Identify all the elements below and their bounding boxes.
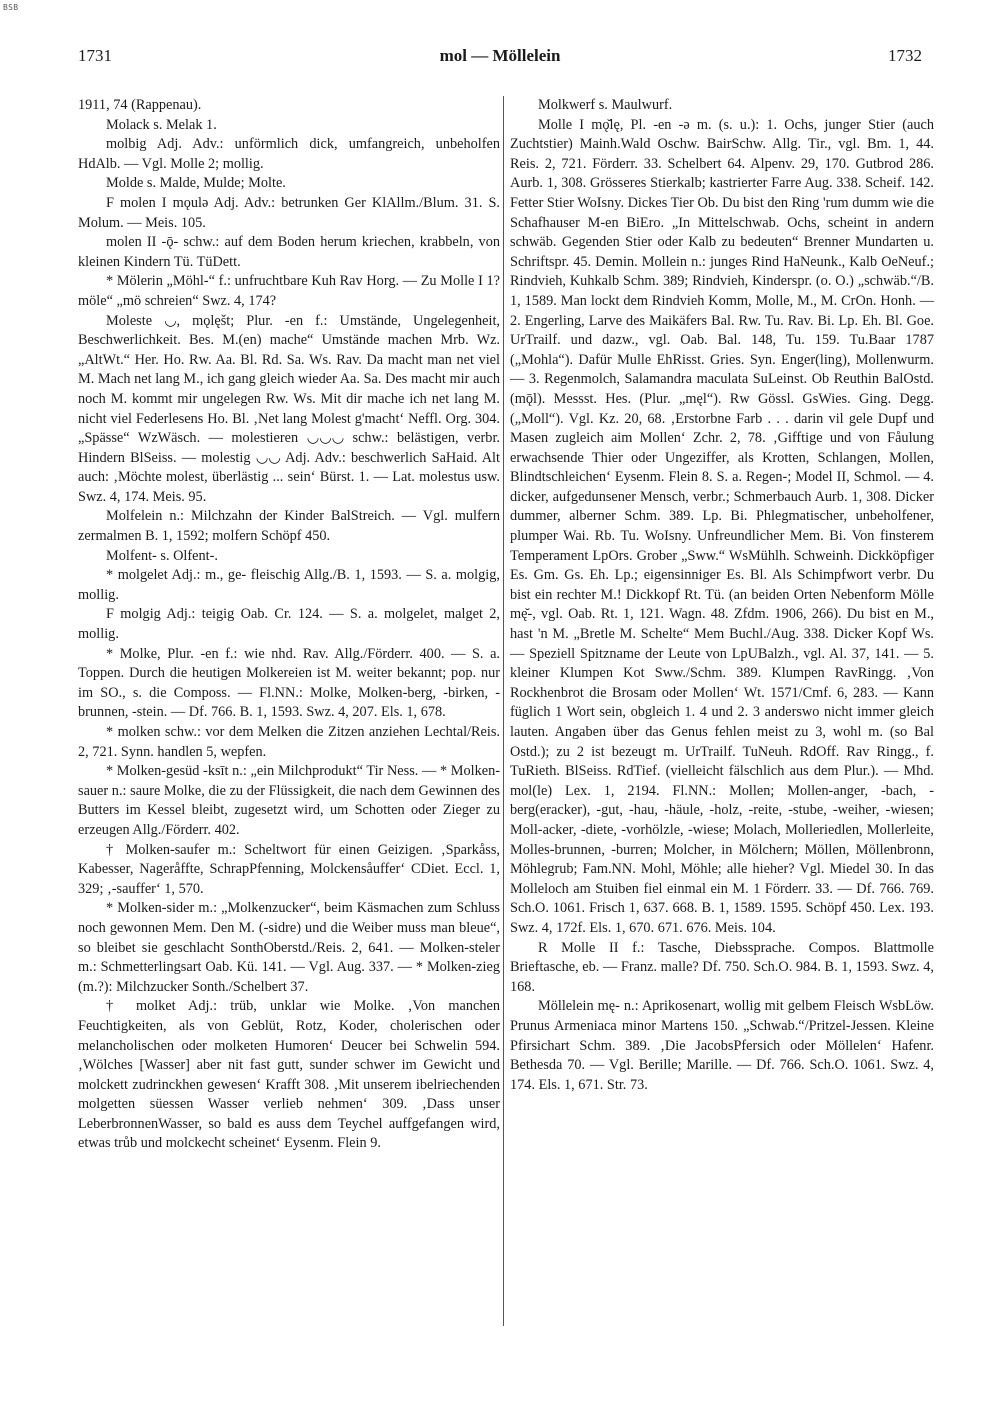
- column-divider: [503, 96, 504, 1326]
- entry: * molgelet Adj.: m., ge- fleischig Allg./B. 1, 1593. — S. a. molgig, mollig.: [78, 567, 500, 603]
- entry: Molkwerf s. Maulwurf.: [538, 97, 673, 113]
- running-head: mol — Möllelein: [439, 46, 561, 65]
- entry: † molket Adj.: trüb, unklar wie Molke. ‚Von manchen Feuchtigkeiten, als von Geblüt, Rotz, Koder, cholerischen oder melancholischen oder molketen Humoren‘ Deucer bei Schwelin 594. ‚Wölches [Wasser] aber nit fast gutt, sunder schwer im Gewicht und molckett zudrinckhen gewesen‘ Krafft 308. ‚Mit unserem ibelriechenden molgetten süessen Wasser verlieb nehmen‘ 309. ‚Dass unser LeberbronnenWasser, so bald es auss dem Teychel auffgefangen wird, etwas trůb und molckecht scheinet‘ Eysenm. Flein 9.: [78, 998, 500, 1152]
- entry: * Mölerin „Möhl-“ f.: unfruchtbare Kuh Rav Horg. — Zu Molle I 1? möle“ „mö schreien“ Swz. 4, 174?: [78, 273, 500, 309]
- entry: † Molken-saufer m.: Scheltwort für einen Geizigen. ‚Sparkåss, Kabesser, Nageråffte, SchrapPfenning, Molckensåuffer‘ CDiet. Eccl. 1, 329; ‚-sauffer‘ 1, 570.: [78, 841, 500, 897]
- entry: Molfelein n.: Milchzahn der Kinder BalStreich. — Vgl. mulfern zermalmen B. 1, 1592; molfern Schöpf 450.: [78, 508, 500, 545]
- entry: R Molle II f.: Tasche, Diebssprache. Compos. Blattmolle Brieftasche, eb. — Franz. malle? Df. 750. Sch.O. 984. B. 1, 1593. Swz. 4, 168.: [510, 939, 934, 995]
- right-column: [510, 96, 934, 1095]
- entry: Möllelein mę- n.: Aprikosenart, wollig mit gelbem Fleisch WsbLöw. Prunus Armeniaca minor Martens 150. „Schwab.“/Pritzel-Jessen. Kleine Pfirsichart Schm. 389. ‚Die JacobsPfersich oder Möllelen‘ Hafenr. Bethesda 70. — Vgl. Berille; Marille. — Df. 766. Sch.O. 1061. Swz. 4, 174. Els. 1, 671. Str. 73.: [510, 998, 934, 1093]
- entry: F molen I mǫulə Adj. Adv.: betrunken Ger KlAllm./Blum. 31. S. Molum. — Meis. 105.: [78, 194, 500, 231]
- entry: Moleste ◡, mǫlęšt; Plur. -en f.: Umstände, Ungelegenheit, Beschwerlichkeit. Bes. M.(en) mache“ Umstände machen Mrb. Wz. „AltWt.“ Her. Ho. Rw. Aa. Bl. Rd. Sa. Ws. Rav. Da macht man net viel M. Mach net lang M., ich gang gleich wieder Aa. Sa. Des macht mir auch noch M. kommt mir ungelegen Rw. Ws. Mit dir mache ich net lang M. nicht viel Federlesens Ho. Bl. ‚Net lang Molest g'macht‘ Neffl. Org. 304. „Spässe“ WzWäsch. — molestieren ◡◡◡ schw.: belästigen, verbr. Hindern BlSeiss. — molestig ◡◡ Adj. Adv.: beschwerlich SaHaid. Alt auch: ‚Möchte molest, überlästig ... sein‘ Bürst. 1. — Lat. molestus usw. Swz. 4, 174. Meis. 95.: [78, 312, 500, 505]
- library-corner-mark: BSB: [3, 3, 19, 12]
- entry: Molack s. Melak 1.: [106, 116, 217, 133]
- entry: * molken schw.: vor dem Melken die Zitzen anziehen Lechtal/Reis. 2, 721. Synn. handlen 5, wepfen.: [78, 724, 500, 760]
- entry: Molfent- s. Olfent-.: [106, 547, 218, 564]
- page-header: [0, 46, 1000, 74]
- entry: F molgig Adj.: teigig Oab. Cr. 124. — S. a. molgelet, malget 2, mollig.: [78, 606, 500, 643]
- entry: Molle I mǫ̆lę, Pl. -en -ə m. (s. u.): 1. Ochs, junger Stier (auch Zuchtstier) Mainh.Wald Oschw. BairSchw. Allg. Tir., vgl. Bm. 1, 44. Reis. 2, 721. Förderr. 33. Schelbert 64. Alpenv. 29, 170. Gutbrod 286. Aurb. 1, 308. Grösseres Stierkalb; kastrierter Farre Aug. 338. Scheif. 142. Fetter Stier WoIsny. Dickes Tier Ob. Du bist den Ring 'rum dumm wie die Schafhauser M-en BiEro. „In Mittelschwab. Ochs, scheint in andern schwäb. Gegenden Stier oder Kalb zu bedeuten“ Brenner Mundarten u. Schriftspr. 45. Demin. Mollein n.: junges Rind HaNeunk., Kalb OeNeuf.; Rindvieh, Kuhkalb Schm. 389; Rindvieh, Kinderspr. (o. O.) „schwäb.“/B. 1, 1589. Man lockt dem Rindvieh Komm, Molle, M., M. CrOn. Honh. — 2. Engerling, Larve des Maikäfers Bal. Rw. Tu. Rav. Bi. Lp. Eh. Bl. Goe. UrTrailf. und dazw., vgl. Oab. Bal. 148, Tu. 159. Tu.Baar 1787 („Mohla“). Dafür Mulle EhRisst. Gries. Syn. Enger(ling), Mollenwurm. — 3. Regenmolch, Salamandra maculata SuLeinst. Ob Reuthin BalOstd. (mǭl). Messst. Hes. (Plur. „męl“). Rw Gössl. GsWies. Ging. Degg. („Moll“). Vgl. Kz. 20, 68. ‚Erstorbne Farb . . . darin vil gele Dupf und Masen zugleich aim Mollen‘ Zchr. 2, 78. ‚Gifftige und von Fåulung erwachsende Thier oder Ungeziffer, als Krotten, Schlangen, Mollen, Blindtschleichen‘ Eysenm. Flein 8. S. a. Regen-; Model II, Schmol. — 4. dicker, aufgedunsener Mensch, verbr.; Schmerbauch Aurb. 1, 308. Dicker dummer, alberner Schm. 389. Lp. Bi. Phlegmatischer, unbeholfener, plumper Wai. Rb. Tu. WoIsny. Unfreundlicher Mem. Bi. Von finsterem Temperament LpOrs. Grober „Sww.“ WsMühlh. Schweinh. Dickköpfiger Es. Gm. Gs. Eh. Lp.; eigensinniger Es. Bl. Als Schimpfwort verbr. Du bist ein rechter M.! Dickkopf Rt. Tü. (an beiden Orten Nebenform Mölle mę̆-, vgl. Oab. Rt. 1, 121. Wagn. 48. Zfdm. 1906, 266). Du bist en M., hast 'n M. „Bretle M. Schelte“ Mem Buchl./Aug. 338. Dicker Kopf Ws. — Speziell Spitzname der Leute von LpUBalzh., vgl. Al. 37, 141. — 5. kleiner Klumpen Kot Sww./Schm. 389. Klumpen RavRingg. ‚Von Rockhenbrot die Brosam oder Mollen‘ Wt. 1571/Cmf. 6, 283. — Kann füglich 1 Wort sein, obgleich 1. 4 und 2. 3 anderswo nicht immer gleich lauten. Angaben über das Genus fehlen meist zu 3, wohl m. (so Bal Ostd.); zu 2 ist bezeugt m. UrTrailf. TuNeuh. RdOff. Rav Ringg., f. TuRieth. BlSeiss. RdTief. (vielleicht fälschlich aus dem Plur.). — Mhd. mol(le) Lex. 1, 2194. Fl.NN.: Mollen; Mollen-anger, -bach, -berg(eracker), -gut, -hau, -häule, -holz, -reite, -stube, -weiher, -wiesen; Moll-acker, -diete, -vorhölzle, -wiese; Molach, Molleriedlen, Mollerleite, Molles-brunnen, -burren; Molcher, in Mölchern; Möllen, Möllenbronn, Möhlegrub; Fam.NN. Mohl, Möhle; alle hieher? Vgl. Miedel 30. In das Molleloch am Stuiben fiel einmal ein M. 1 Förderr. 33. — Df. 766. 769. Sch.O. 1061. Frisch 1, 637. 668. B. 1, 1589. 1595. Schöpf 450. Lex. 193. Swz. 4, 172f. Els. 1, 670. 671. 676. Meis. 104.: [510, 116, 934, 936]
- entry: molbig Adj. Adv.: unförmlich dick, umfangreich, unbeholfen HdAlb. — Vgl. Molle 2; mollig.: [78, 136, 500, 172]
- page-number-left: 1731: [78, 46, 112, 65]
- entry: Molde s. Malde, Mulde; Molte.: [106, 175, 286, 192]
- page-number-right: 1732: [888, 46, 922, 65]
- entry: 1911, 74 (Rappenau).: [78, 97, 202, 113]
- entry: * Molken-gesüd -ksīt n.: „ein Milchprodukt“ Tir Ness. — * Molken-sauer n.: saure Molke, die zu der Flüssigkeit, die nach dem Gewinnen des Butters im Kessel bleibt, zugesetzt wird, um Schotten oder Zieger zu erzeugen Allg./Förderr. 402.: [78, 763, 500, 838]
- entry: * Molken-sider m.: „Molkenzucker“, beim Käsmachen zum Schluss noch gewonnen Mem. Den M. (-sidre) und die Weiber muss man bleue“, so bleibet sie geschlacht SonthOberstd./Reis. 2, 641. — Molken-steler m.: Schmetterlingsart Oab. Kü. 141. — Vgl. Aug. 337. — * Molken-zieg (m.?): Milchzucker Sonth./Schelbert 37.: [78, 900, 500, 995]
- entry: * Molke, Plur. -en f.: wie nhd. Rav. Allg./Förderr. 400. — S. a. Toppen. Durch die heutigen Molkereien ist M. weiter bekannt; pop. nur im SO., s. die Composs. — Fl.NN.: Molke, Molken-berg, -birken, -brunnen, -stein. — Df. 766. B. 1, 1593. Swz. 4, 207. Els. 1, 678.: [78, 645, 500, 721]
- entry: molen II -ǭ- schw.: auf dem Boden herum kriechen, krabbeln, von kleinen Kindern Tü. TüDett.: [78, 234, 500, 270]
- left-column: [78, 96, 500, 1154]
